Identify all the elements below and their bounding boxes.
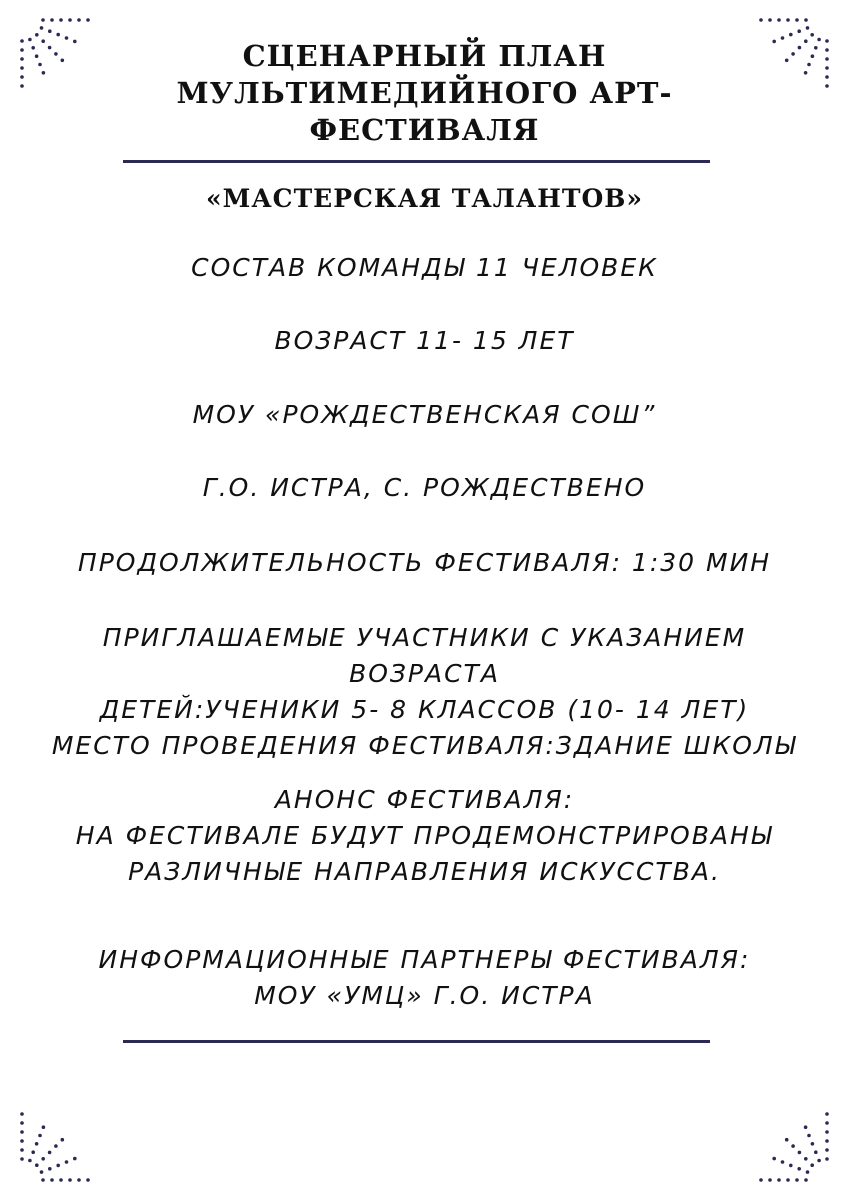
ornament-dot — [48, 29, 52, 33]
announcement-line-2: НА ФЕСТИВАЛЕ БУДУТ ПРОДЕМОНСТРИРОВАНЫ — [75, 821, 774, 850]
ornament-dot — [797, 29, 801, 33]
corner-ornament-top-right — [725, 12, 835, 122]
age-range-text: ВОЗРАСТ 11- 15 ЛЕТ — [274, 326, 575, 355]
announcement-block — [40, 782, 809, 890]
ornament-dot — [20, 1148, 24, 1152]
ornament-dot — [781, 1160, 785, 1164]
ornament-dot — [41, 18, 45, 22]
ornament-dot — [825, 1157, 829, 1161]
ornament-dot — [48, 1151, 52, 1155]
ornament-dot — [781, 36, 785, 40]
title-line-3: ФЕСТИВАЛЯ — [309, 113, 540, 147]
ornament-dot — [825, 1148, 829, 1152]
ornament-dot — [825, 75, 829, 79]
ornament-dot — [38, 63, 42, 67]
ornament-dot — [20, 57, 24, 61]
ornament-dot — [825, 1121, 829, 1125]
ornament-dot — [20, 48, 24, 52]
ornament-dot — [20, 84, 24, 88]
ornament-dot — [54, 52, 58, 56]
ornament-dot — [817, 1159, 821, 1163]
ornament-dot — [791, 1144, 795, 1148]
school-name — [40, 397, 809, 433]
ornament-dot — [41, 1178, 45, 1182]
ornament-dot — [804, 1178, 808, 1182]
age-range — [40, 323, 809, 359]
ornament-dot — [791, 52, 795, 56]
ornament-dot — [20, 75, 24, 79]
title-line-1: СЦЕНАРНЫЙ ПЛАН — [242, 39, 607, 73]
ornament-dot — [786, 18, 790, 22]
ornament-dot — [804, 1125, 808, 1129]
ornament-dot — [56, 33, 60, 37]
ornament-dot — [807, 1134, 811, 1138]
participants-line-2: ДЕТЕЙ:УЧЕНИКИ 5- 8 КЛАССОВ (10- 14 ЛЕТ) — [99, 695, 750, 724]
ornament-dot — [61, 59, 65, 63]
participants-block — [40, 620, 809, 764]
ornament-dot — [35, 1142, 39, 1146]
ornament-dot — [825, 1139, 829, 1143]
ornament-dot — [785, 1138, 789, 1142]
ornament-dot — [73, 1157, 77, 1161]
ornament-dot — [825, 48, 829, 52]
ornament-dot — [20, 1121, 24, 1125]
school-name-text: МОУ «РОЖДЕСТВЕНСКАЯ СОШ” — [192, 400, 657, 429]
ornament-dot — [804, 71, 808, 75]
ornament-dot — [48, 1167, 52, 1171]
corner-ornament-bottom-right — [725, 1078, 835, 1188]
participants-line-1: ПРИГЛАШАЕМЫЕ УЧАСТНИКИ С УКАЗАНИЕМ ВОЗРАСТА — [102, 623, 747, 688]
ornament-dot — [772, 40, 776, 44]
ornament-dot — [41, 1157, 45, 1161]
top-divider — [123, 160, 710, 163]
ornament-dot — [38, 1134, 42, 1138]
ornament-dot — [789, 33, 793, 37]
ornament-dot — [798, 1151, 802, 1155]
ornament-dot — [785, 59, 789, 63]
ornament-dot — [772, 1157, 776, 1161]
ornament-dot — [811, 1142, 815, 1146]
team-size — [40, 250, 809, 286]
ornament-dot — [817, 38, 821, 42]
ornament-dot — [807, 63, 811, 67]
location-text: Г.О. ИСТРА, С. РОЖДЕСТВЕНО — [202, 473, 647, 502]
ornament-dot — [825, 84, 829, 88]
ornament-dot — [56, 1164, 60, 1168]
ornament-dot — [41, 39, 45, 43]
ornament-dot — [31, 1150, 35, 1154]
ornament-dot — [795, 18, 799, 22]
location — [40, 470, 809, 506]
ornament-dot — [86, 18, 90, 22]
festival-name: «МАСТЕРСКАЯ ТАЛАНТОВ» — [206, 184, 643, 213]
ornament-dot — [804, 39, 808, 43]
ornament-dot — [68, 18, 72, 22]
ornament-dot — [795, 1178, 799, 1182]
ornament-dot — [68, 1178, 72, 1182]
festival-duration-text: ПРОДОЛЖИТЕЛЬНОСТЬ ФЕСТИВАЛЯ: 1:30 МИН — [77, 548, 772, 577]
corner-ornament-bottom-left — [14, 1078, 124, 1188]
ornament-dot — [28, 1159, 32, 1163]
ornament-dot — [789, 1164, 793, 1168]
ornament-dot — [77, 18, 81, 22]
corner-ornament-top-left — [14, 12, 124, 122]
ornament-dot — [20, 1112, 24, 1116]
ornament-dot — [806, 1170, 810, 1174]
ornament-dot — [798, 46, 802, 50]
ornament-dot — [825, 1130, 829, 1134]
participants-line-3: МЕСТО ПРОВЕДЕНИЯ ФЕСТИВАЛЯ:ЗДАНИЕ ШКОЛЫ — [51, 731, 798, 760]
ornament-dot — [35, 33, 39, 37]
bottom-divider — [123, 1040, 710, 1043]
ornament-dot — [42, 1125, 46, 1129]
ornament-dot — [77, 1178, 81, 1182]
ornament-dot — [768, 1178, 772, 1182]
ornament-dot — [31, 46, 35, 50]
partners-block — [40, 942, 809, 1014]
ornament-dot — [50, 18, 54, 22]
ornament-dot — [59, 1178, 63, 1182]
festival-duration — [40, 545, 809, 581]
ornament-dot — [804, 1157, 808, 1161]
ornament-dot — [786, 1178, 790, 1182]
title-line-2: МУЛЬТИМЕДИЙНОГО АРТ- — [176, 76, 673, 110]
ornament-dot — [777, 1178, 781, 1182]
team-size-text: СОСТАВ КОМАНДЫ 11 ЧЕЛОВЕК — [191, 253, 658, 282]
ornament-dot — [804, 18, 808, 22]
ornament-dot — [811, 54, 815, 58]
ornament-dot — [20, 39, 24, 43]
ornament-dot — [50, 1178, 54, 1182]
ornament-dot — [810, 1163, 814, 1167]
ornament-dot — [28, 38, 32, 42]
ornament-dot — [825, 39, 829, 43]
ornament-dot — [35, 1163, 39, 1167]
document-title — [120, 38, 729, 149]
partners-line-2: МОУ «УМЦ» Г.О. ИСТРА — [254, 981, 595, 1010]
ornament-dot — [814, 1150, 818, 1154]
ornament-dot — [797, 1167, 801, 1171]
ornament-dot — [806, 26, 810, 30]
ornament-dot — [768, 18, 772, 22]
ornament-dot — [59, 18, 63, 22]
ornament-dot — [759, 18, 763, 22]
announcement-line-3: РАЗЛИЧНЫЕ НАПРАВЛЕНИЯ ИСКУССТВА. — [128, 857, 721, 886]
ornament-dot — [814, 46, 818, 50]
ornament-dot — [40, 26, 44, 30]
ornament-dot — [65, 36, 69, 40]
ornament-dot — [20, 66, 24, 70]
ornament-dot — [48, 46, 52, 50]
ornament-dot — [73, 40, 77, 44]
ornament-dot — [35, 54, 39, 58]
ornament-dot — [20, 1157, 24, 1161]
ornament-dot — [20, 1130, 24, 1134]
announcement-line-1: АНОНС ФЕСТИВАЛЯ: — [274, 785, 575, 814]
ornament-dot — [86, 1178, 90, 1182]
ornament-dot — [759, 1178, 763, 1182]
ornament-dot — [810, 33, 814, 37]
ornament-dot — [42, 71, 46, 75]
ornament-dot — [20, 1139, 24, 1143]
ornament-dot — [777, 18, 781, 22]
ornament-dot — [825, 1112, 829, 1116]
ornament-dot — [825, 57, 829, 61]
partners-line-1: ИНФОРМАЦИОННЫЕ ПАРТНЕРЫ ФЕСТИВАЛЯ: — [98, 945, 751, 974]
ornament-dot — [40, 1170, 44, 1174]
ornament-dot — [61, 1138, 65, 1142]
ornament-dot — [54, 1144, 58, 1148]
ornament-dot — [65, 1160, 69, 1164]
ornament-dot — [825, 66, 829, 70]
